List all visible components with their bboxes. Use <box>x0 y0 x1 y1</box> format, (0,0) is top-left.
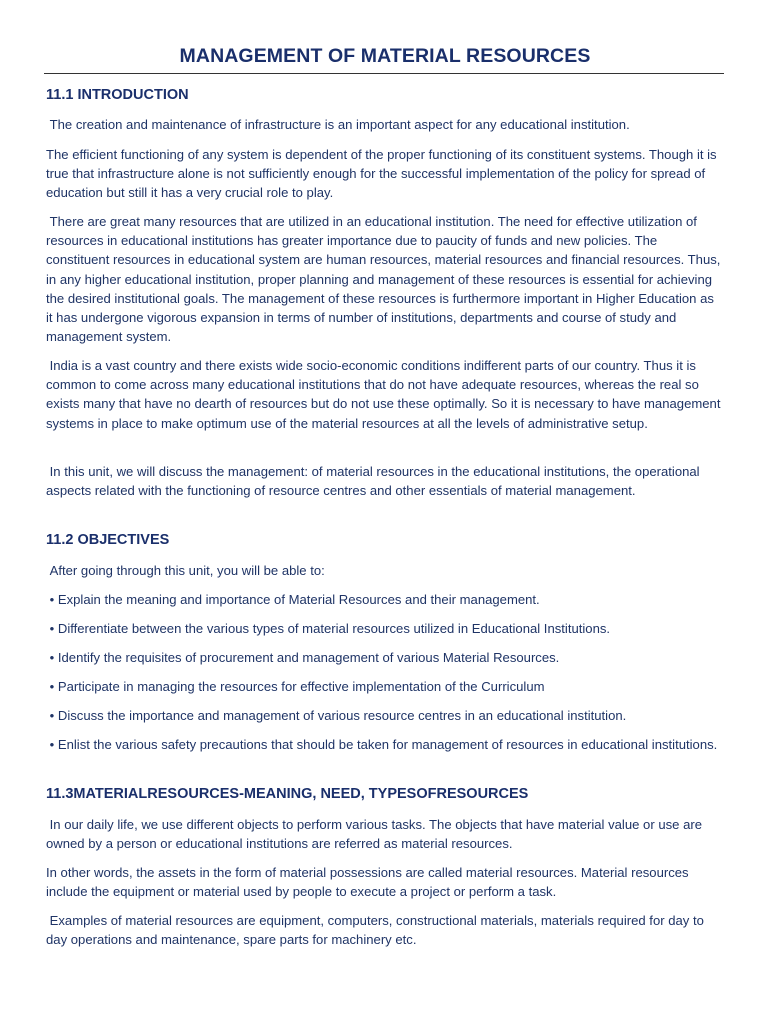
objective-item: • Differentiate between the various types of material resources utilized in Educational Institutions. <box>46 621 611 636</box>
objectives-intro: After going through this unit, you will be able to: <box>46 563 325 578</box>
intro-paragraph-2: The efficient functioning of any system is dependent of the proper functioning of its constituent systems. Though it is true that infrastructure alone is not sufficiently enough for the successful implementation of the policy for spread of education but still it has a very crucial role to play. <box>46 147 717 201</box>
material-paragraph-1: In our daily life, we use different objects to perform various tasks. The objects that have material value or use are owned by a person or educational institutions are referred as material resources. <box>46 817 706 852</box>
intro-paragraph-4: India is a vast country and there exists wide socio-economic conditions indifferent parts of our country. Thus it is common to come across many educational institutions that do not have adequate resources, whereas the real so exists many that have no dearth of resources but do not use these optimally. So it is necessary to have management systems in place to make optimum use of the material resources at all the levels of administrative setup. <box>46 358 725 431</box>
title-divider <box>44 73 724 74</box>
section-heading-introduction: 11.1 INTRODUCTION <box>46 87 189 103</box>
objective-item: • Participate in managing the resources for effective implementation of the Curriculum <box>46 679 545 694</box>
section-heading-objectives: 11.2 OBJECTIVES <box>46 532 170 548</box>
objective-item: • Enlist the various safety precautions that should be taken for management of resources in educational institutions. <box>46 737 718 752</box>
objective-item: • Identify the requisites of procurement and management of various Material Resources. <box>46 650 560 665</box>
page-title: MANAGEMENT OF MATERIAL RESOURCES <box>179 45 591 67</box>
material-paragraph-3: Examples of material resources are equipment, computers, constructional materials, materials required for day to day operations and maintenance, spare parts for machinery etc. <box>46 913 708 948</box>
section-heading-material-resources: 11.3MATERIALRESOURCES-MEANING, NEED, TYPESOFRESOURCES <box>46 786 529 802</box>
material-paragraph-2: In other words, the assets in the form of material possessions are called material resources. Material resources include the equipment or material used by people to execute a project or perform a task. <box>46 865 689 900</box>
intro-paragraph-1: The creation and maintenance of infrastructure is an important aspect for any educational institution. <box>46 117 630 132</box>
intro-paragraph-3: There are great many resources that are utilized in an educational institution. The need for effective utilization of resources in educational institutions has greater importance due to paucity of funds and new policies. The constituent resources in educational system are human resources, material resources and financial resources. Thus, in any higher educational institution, proper planning and management of these resources is essential for achieving the desired institutional goals. The management of these resources is furthermore important in Higher Education as it has undergone vigorous expansion in terms of number of institutions, departments and course of study and management system. <box>46 214 725 345</box>
document-page <box>46 42 725 948</box>
objective-item: • Discuss the importance and management of various resource centres in an educational institution. <box>46 708 627 723</box>
objective-item: • Explain the meaning and importance of Material Resources and their management. <box>46 592 540 607</box>
intro-paragraph-5: In this unit, we will discuss the management: of material resources in the educational institutions, the operational aspects related with the functioning of resource centres and other essentials of material management. <box>46 464 704 499</box>
